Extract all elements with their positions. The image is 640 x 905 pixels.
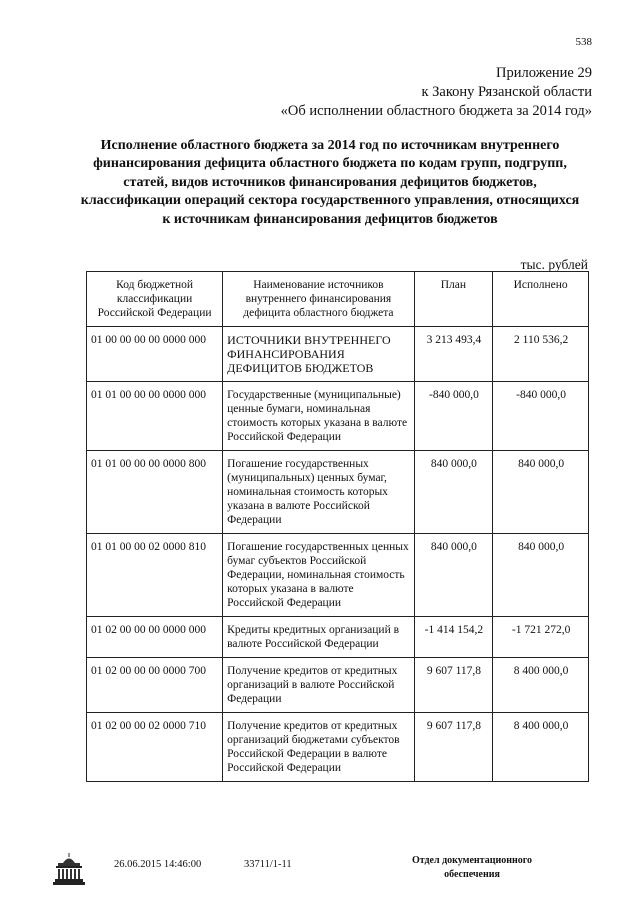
table-row xyxy=(87,617,589,658)
cell-done: 8 400 000,0 xyxy=(493,658,589,713)
cell-plan: 3 213 493,4 xyxy=(414,327,493,382)
cell-done: -1 721 272,0 xyxy=(493,617,589,658)
cell-name: Получение кредитов от кредитных организаций в валюте Российской Федерации xyxy=(223,658,414,713)
table-header-row xyxy=(87,272,589,327)
header-name: Наименование источников внутреннего финансирования дефицита областного бюджета xyxy=(223,272,414,327)
cell-plan: 840 000,0 xyxy=(414,534,493,617)
cell-done: 840 000,0 xyxy=(493,451,589,534)
cell-code: 01 00 00 00 00 0000 000 xyxy=(87,327,223,382)
page-number: 538 xyxy=(575,36,592,48)
cell-code: 01 01 00 00 02 0000 810 xyxy=(87,534,223,617)
cell-plan: 9 607 117,8 xyxy=(414,658,493,713)
cell-done: 8 400 000,0 xyxy=(493,713,589,782)
cell-plan: 9 607 117,8 xyxy=(414,713,493,782)
cell-code: 01 02 00 00 02 0000 710 xyxy=(87,713,223,782)
table-row xyxy=(87,327,589,382)
table-row xyxy=(87,713,589,782)
cell-name: Государственные (муниципальные) ценные бумаги, номинальная стоимость которых указана в валюте Российской Федерации xyxy=(223,382,414,451)
header-plan: План xyxy=(414,272,493,327)
cell-done: 2 110 536,2 xyxy=(493,327,589,382)
table-row xyxy=(87,658,589,713)
document-title: Исполнение областного бюджета за 2014 год по источникам внутреннего финансирования дефицита областного бюджета по кодам групп, подгрупп, статей, видов источников финансирования дефицитов бюджетов, классификации операций сектора государственного управления, относящихся к источникам финансирования дефицитов бюджетов xyxy=(80,138,580,227)
page-footer xyxy=(52,851,592,891)
cell-code: 01 02 00 00 00 0000 700 xyxy=(87,658,223,713)
cell-name: ИСТОЧНИКИ ВНУТРЕННЕГО ФИНАНСИРОВАНИЯ ДЕФИЦИТОВ БЮДЖЕТОВ xyxy=(223,327,414,382)
cell-code: 01 01 00 00 00 0000 000 xyxy=(87,382,223,451)
cell-name: Получение кредитов от кредитных организаций бюджетами субъектов Российской Федерации в валюте Российской Федерации xyxy=(223,713,414,782)
cell-done: 840 000,0 xyxy=(493,534,589,617)
footer-datetime: 26.06.2015 14:46:00 xyxy=(114,859,202,870)
cell-name: Кредиты кредитных организаций в валюте Российской Федерации xyxy=(223,617,414,658)
table-row xyxy=(87,534,589,617)
footer-doc-id: 33711/1-11 xyxy=(244,859,292,870)
units-label: тыс. рублей xyxy=(520,257,588,272)
duma-building-icon xyxy=(52,851,86,887)
header-done: Исполнено xyxy=(493,272,589,327)
appendix-line-1: Приложение 29 xyxy=(496,65,592,81)
footer-department: Отдел документационного обеспечения xyxy=(411,855,533,880)
table-row xyxy=(87,382,589,451)
budget-table xyxy=(86,271,589,782)
cell-done: -840 000,0 xyxy=(493,382,589,451)
cell-code: 01 02 00 00 00 0000 000 xyxy=(87,617,223,658)
cell-name: Погашение государственных (муниципальных) ценных бумаг, номинальная стоимость которых указана в валюте Российской Федерации xyxy=(223,451,414,534)
cell-plan: 840 000,0 xyxy=(414,451,493,534)
appendix-line-3: «Об исполнении областного бюджета за 2014 год» xyxy=(280,103,592,119)
cell-plan: -840 000,0 xyxy=(414,382,493,451)
cell-plan: -1 414 154,2 xyxy=(414,617,493,658)
header-code: Код бюджетной классификации Российской Федерации xyxy=(87,272,223,327)
table-row xyxy=(87,451,589,534)
cell-name: Погашение государственных ценных бумаг субъектов Российской Федерации, номинальная стоимость которых указана в валюте Российской Федерации xyxy=(223,534,414,617)
appendix-header xyxy=(281,64,592,121)
appendix-line-2: к Закону Рязанской области xyxy=(421,84,592,100)
cell-code: 01 01 00 00 00 0000 800 xyxy=(87,451,223,534)
